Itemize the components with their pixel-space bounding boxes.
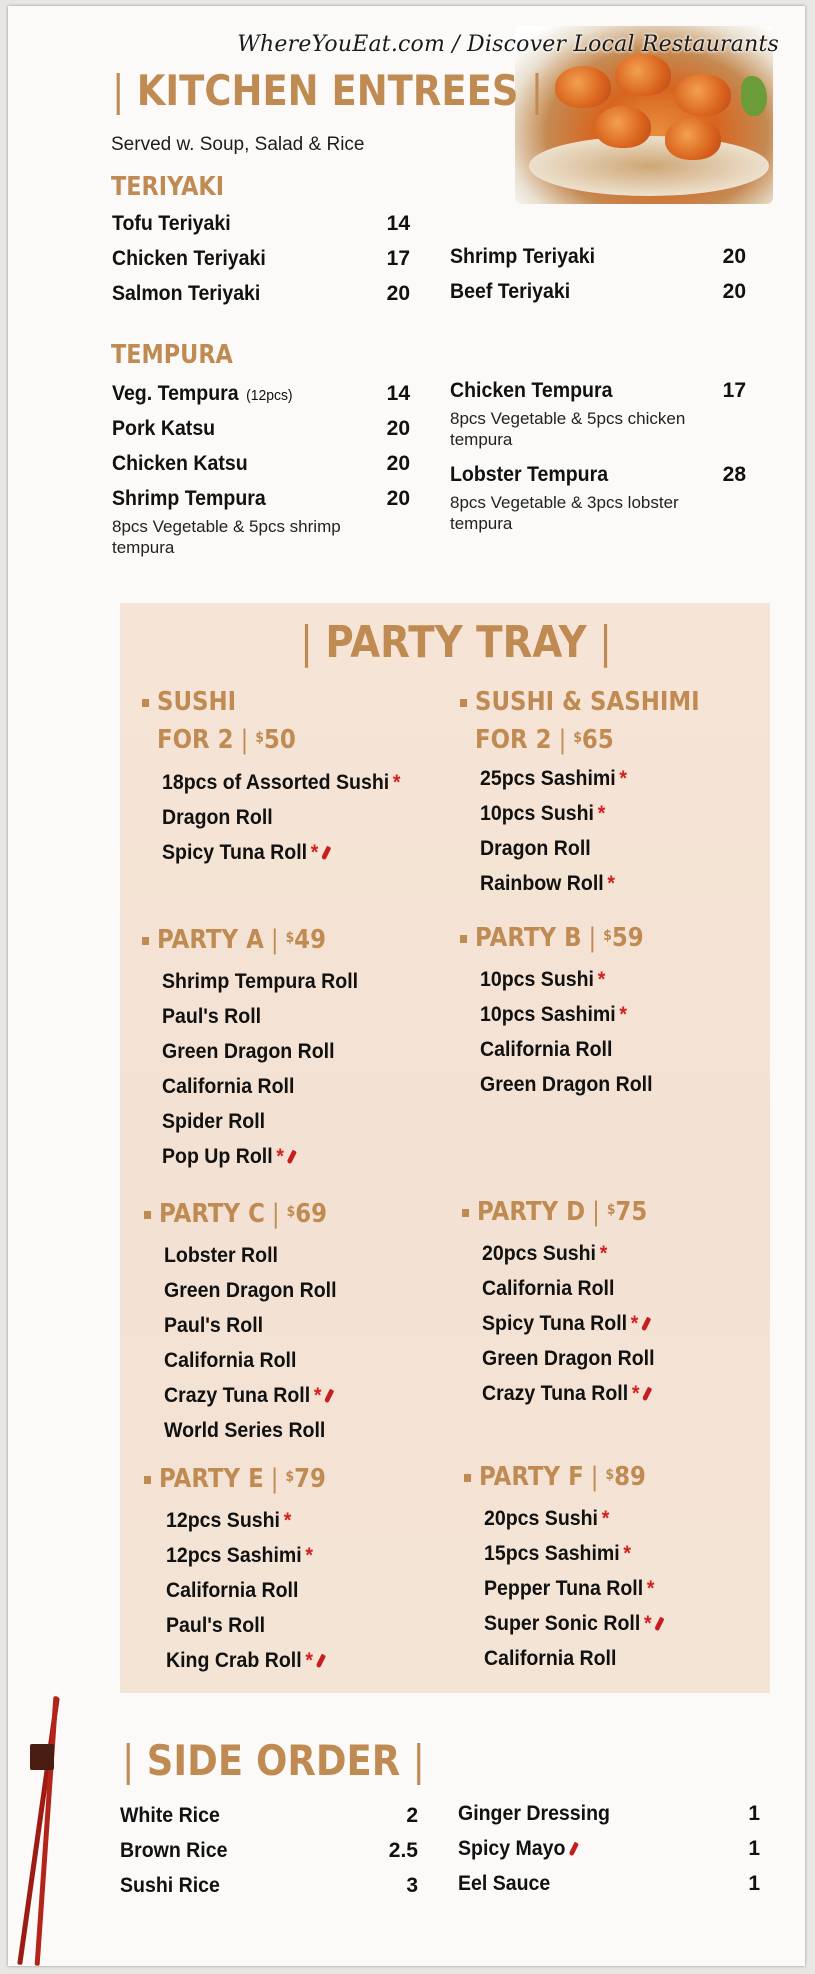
shrimp-graphic bbox=[665, 118, 721, 160]
item-quantity: (12pcs) bbox=[246, 387, 293, 404]
menu-page bbox=[8, 6, 805, 1966]
package-item: 20pcs Sushi * bbox=[482, 1242, 608, 1265]
item-description: 8pcs Vegetable & 5pcs chicken tempura bbox=[450, 409, 686, 449]
package-item: 15pcs Sashimi * bbox=[484, 1542, 632, 1565]
bullet-icon bbox=[142, 699, 149, 707]
item-name: Veg. Tempura (12pcs) bbox=[112, 382, 293, 405]
item-price: 1 bbox=[748, 1872, 760, 1895]
package-items bbox=[482, 1236, 668, 1411]
package-item: 10pcs Sashimi * bbox=[480, 1003, 628, 1026]
package-item: Pepper Tuna Roll * bbox=[484, 1577, 655, 1600]
package-item: Paul's Roll bbox=[164, 1314, 264, 1337]
package-items bbox=[480, 761, 638, 901]
package-items bbox=[484, 1501, 675, 1676]
shrimp-graphic bbox=[555, 66, 611, 108]
price-divider: | bbox=[240, 725, 249, 755]
kitchen-subtitle: Served w. Soup, Salad & Rice bbox=[111, 134, 365, 155]
menu-item bbox=[112, 382, 410, 406]
menu-item bbox=[458, 1837, 760, 1861]
menu-item bbox=[112, 417, 410, 441]
party-tray-label: PARTY TRAY bbox=[325, 617, 587, 668]
package-price: 75 bbox=[615, 1197, 648, 1227]
dollar-sign: $ bbox=[573, 730, 582, 746]
item-price: 2.5 bbox=[388, 1839, 418, 1862]
item-price: 20 bbox=[722, 245, 746, 268]
star-icon: * bbox=[310, 841, 319, 864]
chopsticks-icon bbox=[22, 1696, 58, 1966]
menu-item bbox=[450, 379, 746, 403]
package-item: California Roll bbox=[162, 1075, 295, 1098]
chili-pepper-icon bbox=[568, 1842, 578, 1857]
item-name: Salmon Teriyaki bbox=[112, 282, 261, 305]
package-price: 65 bbox=[581, 725, 614, 755]
star-icon: * bbox=[599, 1242, 608, 1265]
star-icon: * bbox=[630, 1312, 639, 1335]
title-divider: | bbox=[112, 66, 125, 115]
package-item: Paul's Roll bbox=[162, 1005, 262, 1028]
dollar-sign: $ bbox=[285, 1469, 295, 1485]
item-name: Shrimp Tempura bbox=[112, 487, 266, 510]
menu-item bbox=[112, 452, 410, 476]
chili-pepper-icon bbox=[642, 1387, 652, 1402]
item-description: 8pcs Vegetable & 5pcs shrimp tempura bbox=[112, 517, 341, 557]
item-description: 8pcs Vegetable & 3pcs lobster tempura bbox=[450, 493, 679, 533]
dollar-sign: $ bbox=[286, 1204, 296, 1220]
bullet-icon bbox=[460, 699, 467, 707]
package-price: 79 bbox=[294, 1464, 326, 1494]
package-item: Green Dragon Roll bbox=[480, 1073, 653, 1096]
bullet-icon bbox=[464, 1474, 471, 1482]
party-tray-title bbox=[300, 617, 612, 668]
package-heading: PARTY C | $69 bbox=[144, 1195, 327, 1233]
package-items bbox=[162, 765, 418, 870]
star-icon: * bbox=[643, 1612, 652, 1635]
star-icon: * bbox=[601, 1507, 610, 1530]
item-name: Sushi Rice bbox=[120, 1874, 220, 1897]
package-item: 10pcs Sushi * bbox=[480, 968, 606, 991]
menu-item bbox=[450, 463, 746, 487]
package-item: World Series Roll bbox=[164, 1419, 326, 1442]
package-item: California Roll bbox=[484, 1647, 617, 1670]
menu-item bbox=[120, 1839, 418, 1863]
item-name: Tofu Teriyaki bbox=[112, 212, 231, 235]
chili-pepper-icon bbox=[641, 1317, 651, 1332]
package-item: Spider Roll bbox=[162, 1110, 266, 1133]
item-price: 20 bbox=[386, 417, 410, 440]
title-divider: | bbox=[599, 617, 613, 668]
dollar-sign: $ bbox=[603, 928, 612, 944]
shrimp-graphic bbox=[675, 74, 731, 116]
star-icon: * bbox=[619, 1003, 628, 1026]
menu-item bbox=[112, 212, 410, 236]
item-price: 20 bbox=[722, 280, 746, 303]
item-name: Eel Sauce bbox=[458, 1872, 551, 1895]
star-icon: * bbox=[283, 1509, 292, 1532]
kitchen-entrees-label: KITCHEN ENTREES bbox=[136, 66, 519, 115]
bullet-icon bbox=[460, 935, 467, 943]
tempura-heading: TEMPURA bbox=[111, 340, 233, 370]
menu-item bbox=[458, 1872, 760, 1896]
star-icon: * bbox=[619, 767, 628, 790]
star-icon: * bbox=[597, 802, 606, 825]
star-icon: * bbox=[305, 1649, 313, 1672]
package-heading: PARTY F | $89 bbox=[464, 1458, 646, 1496]
package-item: California Roll bbox=[480, 1038, 613, 1061]
price-divider: | bbox=[271, 1199, 280, 1229]
package-item: Spicy Tuna Roll * bbox=[162, 835, 401, 870]
package-item: Crazy Tuna Roll * bbox=[164, 1378, 337, 1413]
package-price: 69 bbox=[295, 1199, 328, 1229]
package-heading: PARTY A | $49 bbox=[142, 921, 326, 959]
price-divider: | bbox=[558, 725, 567, 755]
menu-item bbox=[112, 487, 410, 511]
item-name: Lobster Tempura bbox=[450, 463, 609, 486]
item-name: Chicken Teriyaki bbox=[112, 247, 266, 270]
bullet-icon bbox=[462, 1209, 469, 1217]
bullet-icon bbox=[144, 1211, 151, 1219]
star-icon: * bbox=[597, 968, 606, 991]
price-divider: | bbox=[588, 923, 597, 953]
package-price: 89 bbox=[614, 1462, 646, 1492]
shrimp-graphic bbox=[595, 106, 651, 148]
star-icon: * bbox=[607, 872, 616, 895]
menu-item bbox=[450, 280, 746, 304]
watermark: WhereYouEat.com / Discover Local Restaurants bbox=[237, 32, 779, 57]
menu-item bbox=[112, 247, 410, 271]
side-order-title bbox=[122, 1736, 425, 1785]
plate-graphic bbox=[529, 136, 769, 196]
package-item: King Crab Roll * bbox=[166, 1643, 323, 1678]
dollar-sign: $ bbox=[605, 1467, 615, 1483]
side-order-label: SIDE ORDER bbox=[146, 1736, 401, 1785]
menu-item bbox=[120, 1804, 418, 1828]
menu-item bbox=[112, 282, 410, 306]
package-item: Rainbow Roll * bbox=[480, 872, 616, 895]
price-divider: | bbox=[592, 1197, 600, 1227]
dollar-sign: $ bbox=[606, 1202, 616, 1218]
shrimp-graphic bbox=[615, 54, 671, 96]
item-name: Beef Teriyaki bbox=[450, 280, 571, 303]
package-item: California Roll bbox=[166, 1579, 299, 1602]
package-items bbox=[480, 962, 666, 1102]
item-name: Chicken Katsu bbox=[112, 452, 248, 475]
package-item: Lobster Roll bbox=[164, 1244, 278, 1267]
chili-pepper-icon bbox=[316, 1654, 326, 1669]
package-item: Green Dragon Roll bbox=[164, 1279, 337, 1302]
package-item: Dragon Roll bbox=[480, 837, 591, 860]
item-name: Spicy Mayo bbox=[458, 1837, 576, 1861]
bullet-icon bbox=[142, 937, 149, 945]
package-item: Crazy Tuna Roll * bbox=[482, 1376, 655, 1411]
package-item: California Roll bbox=[482, 1277, 615, 1300]
dollar-sign: $ bbox=[285, 930, 295, 946]
item-price: 17 bbox=[386, 247, 410, 270]
package-heading: SUSHI & SASHIMI FOR 2 | $65 bbox=[460, 683, 700, 759]
item-price: 1 bbox=[748, 1802, 760, 1825]
item-name: Ginger Dressing bbox=[458, 1802, 610, 1825]
item-price: 14 bbox=[386, 382, 410, 405]
item-price: 3 bbox=[406, 1874, 418, 1897]
star-icon: * bbox=[623, 1542, 632, 1565]
package-price: 50 bbox=[263, 725, 296, 755]
item-name: Shrimp Teriyaki bbox=[450, 245, 596, 268]
chili-pepper-icon bbox=[324, 1389, 334, 1404]
menu-item bbox=[450, 245, 746, 269]
package-items bbox=[166, 1503, 335, 1678]
package-item: Pop Up Roll * bbox=[162, 1139, 358, 1174]
item-price: 1 bbox=[748, 1837, 760, 1860]
title-divider: | bbox=[122, 1736, 135, 1785]
title-divider: | bbox=[412, 1736, 425, 1785]
star-icon: * bbox=[276, 1145, 285, 1168]
item-price: 14 bbox=[386, 212, 410, 235]
title-divider: | bbox=[300, 617, 314, 668]
item-price: 2 bbox=[406, 1804, 418, 1827]
package-item: Green Dragon Roll bbox=[482, 1347, 655, 1370]
item-name: White Rice bbox=[120, 1804, 220, 1827]
star-icon: * bbox=[305, 1544, 314, 1567]
menu-item bbox=[458, 1802, 760, 1826]
package-item: Paul's Roll bbox=[166, 1614, 266, 1637]
item-name: Chicken Tempura bbox=[450, 379, 613, 402]
party-tray-panel bbox=[120, 603, 770, 1693]
price-divider: | bbox=[270, 1464, 279, 1494]
teriyaki-heading: TERIYAKI bbox=[111, 172, 225, 202]
package-item: Shrimp Tempura Roll bbox=[162, 970, 359, 993]
package-heading: PARTY E | $79 bbox=[144, 1460, 326, 1498]
package-item: 20pcs Sushi * bbox=[484, 1507, 610, 1530]
package-price: 59 bbox=[611, 923, 644, 953]
package-item: Dragon Roll bbox=[162, 806, 273, 829]
item-price: 20 bbox=[386, 452, 410, 475]
package-item: Green Dragon Roll bbox=[162, 1040, 335, 1063]
item-name: Brown Rice bbox=[120, 1839, 228, 1862]
kitchen-entrees-title bbox=[112, 66, 543, 115]
package-item: Spicy Tuna Roll * bbox=[482, 1306, 655, 1341]
item-price: 28 bbox=[722, 463, 746, 486]
chili-pepper-icon bbox=[321, 846, 331, 861]
star-icon: * bbox=[392, 771, 401, 794]
chili-pepper-icon bbox=[287, 1150, 297, 1165]
item-price: 20 bbox=[386, 282, 410, 305]
package-price: 49 bbox=[294, 925, 327, 955]
bullet-icon bbox=[144, 1476, 151, 1484]
package-item: California Roll bbox=[164, 1349, 297, 1372]
star-icon: * bbox=[631, 1382, 640, 1405]
item-price: 17 bbox=[722, 379, 746, 402]
package-heading: PARTY B | $59 bbox=[460, 919, 644, 957]
package-item: 25pcs Sashimi * bbox=[480, 767, 628, 790]
chopstick-wrap-graphic bbox=[30, 1744, 54, 1770]
title-divider: | bbox=[530, 66, 544, 115]
package-heading: SUSHI FOR 2 | $50 bbox=[142, 683, 296, 759]
package-item: 10pcs Sushi * bbox=[480, 802, 606, 825]
package-item: 12pcs Sashimi * bbox=[166, 1544, 314, 1567]
package-items bbox=[162, 964, 373, 1174]
price-divider: | bbox=[270, 925, 279, 955]
price-divider: | bbox=[590, 1462, 599, 1492]
item-price: 20 bbox=[386, 487, 410, 510]
menu-item bbox=[120, 1874, 418, 1898]
garnish-graphic bbox=[741, 76, 767, 116]
package-heading: PARTY D | $75 bbox=[462, 1193, 647, 1231]
package-item: 18pcs of Assorted Sushi * bbox=[162, 771, 401, 794]
package-item: 12pcs Sushi * bbox=[166, 1509, 292, 1532]
chili-pepper-icon bbox=[654, 1617, 664, 1632]
star-icon: * bbox=[646, 1577, 655, 1600]
package-items bbox=[164, 1238, 350, 1448]
star-icon: * bbox=[313, 1384, 322, 1407]
package-item: Super Sonic Roll * bbox=[484, 1606, 662, 1641]
dollar-sign: $ bbox=[255, 730, 264, 746]
item-name: Pork Katsu bbox=[112, 417, 216, 440]
